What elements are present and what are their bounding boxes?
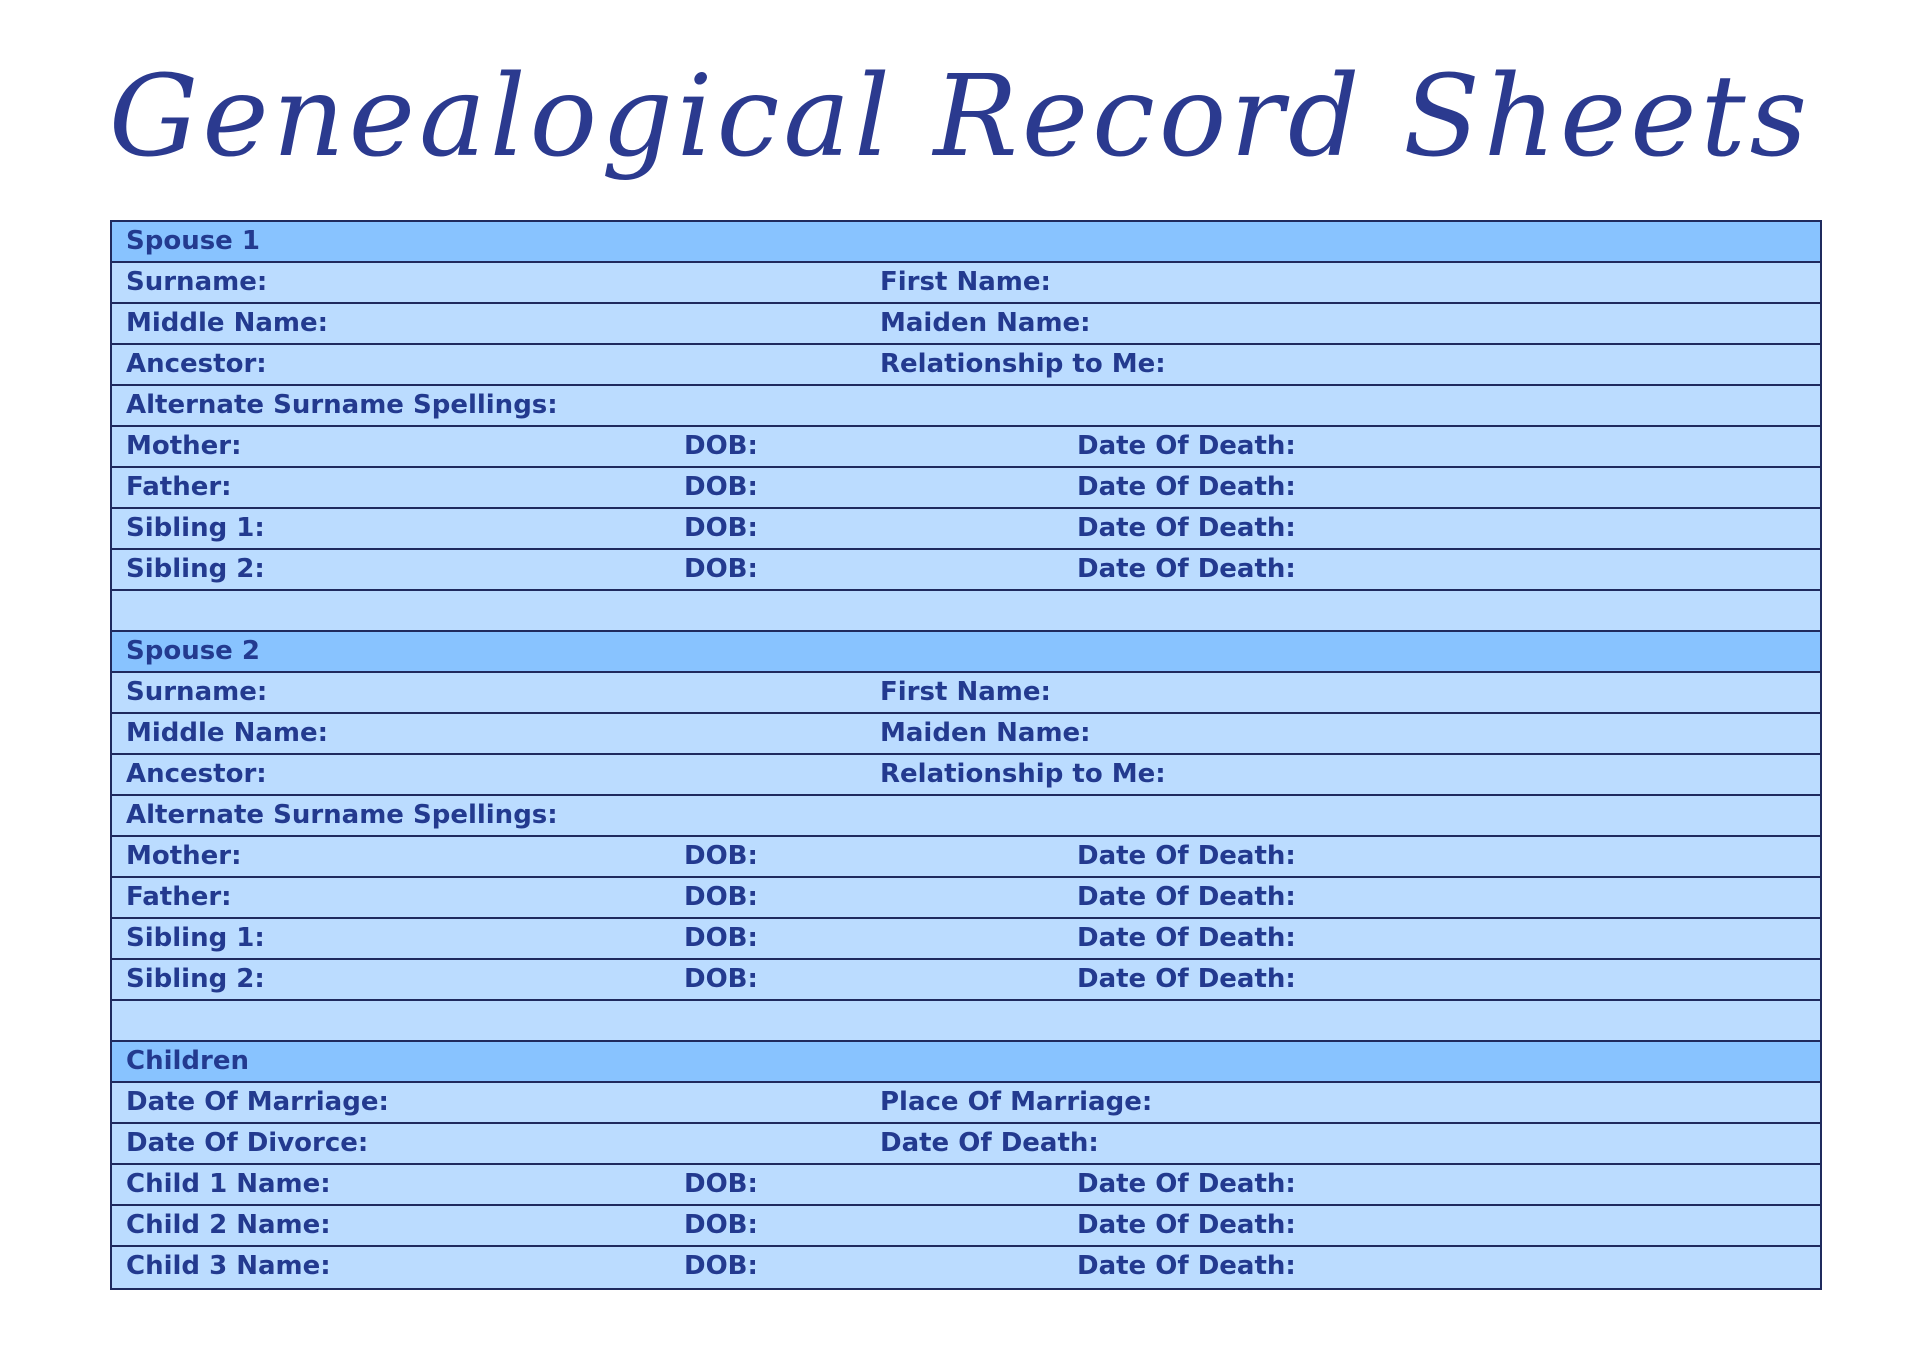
- spouse2-alt-spellings-row[interactable]: [112, 796, 1820, 837]
- child3-row[interactable]: [112, 1247, 1820, 1288]
- date-of-marriage-label: Date Of Marriage:: [126, 1087, 389, 1117]
- dob-label: DOB:: [684, 431, 758, 461]
- marriage-row[interactable]: [112, 1083, 1820, 1124]
- relative-label: Sibling 2:: [126, 554, 265, 584]
- maiden-name-label: Maiden Name:: [880, 718, 1091, 748]
- child-name-label: Child 2 Name:: [126, 1210, 331, 1240]
- spouse2-sibling1-row[interactable]: [112, 919, 1820, 960]
- spouse1-ancestor-row[interactable]: [112, 345, 1820, 386]
- relationship-label: Relationship to Me:: [880, 349, 1166, 379]
- dob-label: DOB:: [684, 1251, 758, 1281]
- relative-label: Father:: [126, 882, 232, 912]
- surname-label: Surname:: [126, 677, 268, 707]
- date-of-death-label: Date Of Death:: [1077, 554, 1296, 584]
- alt-spellings-label: Alternate Surname Spellings:: [126, 800, 558, 830]
- date-of-death-label: Date Of Death:: [1077, 431, 1296, 461]
- dob-label: DOB:: [684, 964, 758, 994]
- relative-label: Mother:: [126, 841, 242, 871]
- dob-label: DOB:: [684, 841, 758, 871]
- date-of-death-label: Date Of Death:: [1077, 882, 1296, 912]
- dob-label: DOB:: [684, 472, 758, 502]
- record-sheet-table: [110, 220, 1822, 1290]
- first-name-label: First Name:: [880, 267, 1051, 297]
- date-of-death-label: Date Of Death:: [1077, 1251, 1296, 1281]
- spouse2-ancestor-row[interactable]: [112, 755, 1820, 796]
- date-of-death-label: Date Of Death:: [1077, 1210, 1296, 1240]
- dob-label: DOB:: [684, 554, 758, 584]
- relative-label: Sibling 2:: [126, 964, 265, 994]
- spouse1-sibling2-row[interactable]: [112, 550, 1820, 591]
- ancestor-label: Ancestor:: [126, 349, 267, 379]
- relationship-label: Relationship to Me:: [880, 759, 1166, 789]
- dob-label: DOB:: [684, 513, 758, 543]
- child2-row[interactable]: [112, 1206, 1820, 1247]
- dob-label: DOB:: [684, 1210, 758, 1240]
- date-of-divorce-label: Date Of Divorce:: [126, 1128, 369, 1158]
- date-of-death-label: Date Of Death:: [1077, 1169, 1296, 1199]
- spacer-row: [112, 1001, 1820, 1042]
- dob-label: DOB:: [684, 923, 758, 953]
- surname-label: Surname:: [126, 267, 268, 297]
- child1-row[interactable]: [112, 1165, 1820, 1206]
- child-name-label: Child 1 Name:: [126, 1169, 331, 1199]
- date-of-death-label: Date Of Death:: [1077, 513, 1296, 543]
- section-header: Spouse 2: [126, 636, 260, 666]
- dob-label: DOB:: [684, 1169, 758, 1199]
- date-of-death-label: Date Of Death:: [880, 1128, 1099, 1158]
- children-header-row: [112, 1042, 1820, 1083]
- spouse2-middle-name-row[interactable]: [112, 714, 1820, 755]
- date-of-death-label: Date Of Death:: [1077, 841, 1296, 871]
- spouse2-header-row: [112, 632, 1820, 673]
- spouse1-surname-row[interactable]: [112, 263, 1820, 304]
- middle-name-label: Middle Name:: [126, 308, 329, 338]
- place-of-marriage-label: Place Of Marriage:: [880, 1087, 1153, 1117]
- spouse2-sibling2-row[interactable]: [112, 960, 1820, 1001]
- section-header: Children: [126, 1046, 249, 1076]
- date-of-death-label: Date Of Death:: [1077, 923, 1296, 953]
- dob-label: DOB:: [684, 882, 758, 912]
- spouse1-header-row: [112, 222, 1820, 263]
- divorce-row[interactable]: [112, 1124, 1820, 1165]
- first-name-label: First Name:: [880, 677, 1051, 707]
- spouse1-father-row[interactable]: [112, 468, 1820, 509]
- spouse2-surname-row[interactable]: [112, 673, 1820, 714]
- relative-label: Sibling 1:: [126, 923, 265, 953]
- spouse1-sibling1-row[interactable]: [112, 509, 1820, 550]
- relative-label: Mother:: [126, 431, 242, 461]
- alt-spellings-label: Alternate Surname Spellings:: [126, 390, 558, 420]
- middle-name-label: Middle Name:: [126, 718, 329, 748]
- page-title: Genealogical Record Sheets: [108, 52, 1812, 182]
- child-name-label: Child 3 Name:: [126, 1251, 331, 1281]
- relative-label: Father:: [126, 472, 232, 502]
- spouse2-mother-row[interactable]: [112, 837, 1820, 878]
- spouse1-mother-row[interactable]: [112, 427, 1820, 468]
- spouse1-alt-spellings-row[interactable]: [112, 386, 1820, 427]
- date-of-death-label: Date Of Death:: [1077, 964, 1296, 994]
- relative-label: Sibling 1:: [126, 513, 265, 543]
- ancestor-label: Ancestor:: [126, 759, 267, 789]
- spouse1-middle-name-row[interactable]: [112, 304, 1820, 345]
- section-header: Spouse 1: [126, 226, 260, 256]
- spacer-row: [112, 591, 1820, 632]
- date-of-death-label: Date Of Death:: [1077, 472, 1296, 502]
- maiden-name-label: Maiden Name:: [880, 308, 1091, 338]
- spouse2-father-row[interactable]: [112, 878, 1820, 919]
